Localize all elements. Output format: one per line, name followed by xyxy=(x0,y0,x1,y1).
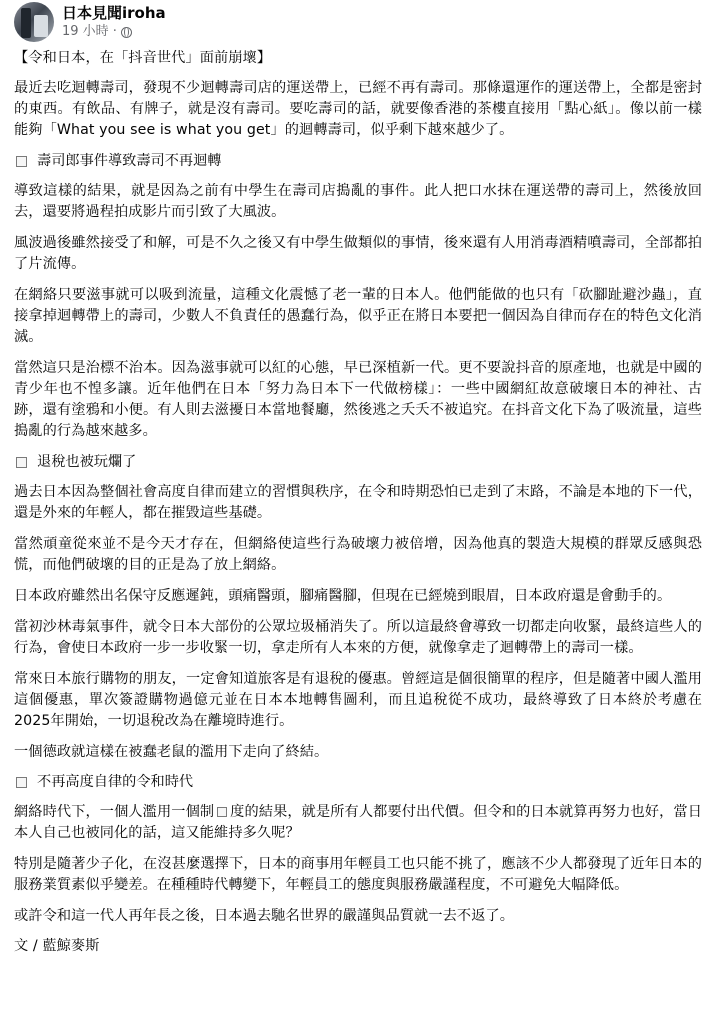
paragraph-12-part-b: 度的結果，就是所有人都要付出代價。但令和的日本就算再努力也好，當日本人自己也被同化的話，這又能維持多久呢？ xyxy=(14,804,702,841)
post-title: 【令和日本，在「抖音世代」面前崩壞】 xyxy=(14,50,272,66)
section-heading-text: 不再高度自律的令和時代 xyxy=(37,774,194,790)
globe-icon[interactable] xyxy=(121,27,132,38)
page-avatar[interactable] xyxy=(14,2,54,42)
section-heading-1 xyxy=(14,151,708,172)
section-heading-3 xyxy=(14,772,708,793)
paragraph-9: 當初沙林毒氣事件，就令日本大部份的公眾垃圾桶消失了。所以這最終會導致一切都走向收緊，最終這些人的行為，會使日本政府一步一步收緊一切，拿走所有人本來的方便，就像拿走了迴轉帶上的壽司一樣。 xyxy=(14,619,702,656)
square-bullet-icon xyxy=(16,777,27,788)
missing-glyph-icon xyxy=(217,807,227,817)
section-heading-text: 退稅也被玩爛了 xyxy=(37,454,137,470)
paragraph-5: 當然這只是治標不治本。因為滋事就可以紅的心態，早已深植新一代。更不要說抖音的原產地，也就是中國的青少年也不惶多讓。近年他們在日本「努力為日本下一代做榜樣」：一些中國網紅故意破壞日本的神社、古跡，還有塗鴉和小便。有人則去滋擾日本當地餐廳，然後逃之夭夭不被追究。在抖音文化下為了吸流量，這些搗亂的行為越來越多。 xyxy=(14,360,702,439)
author-credit: 文 / 藍鯨麥斯 xyxy=(14,938,100,954)
post-timestamp[interactable]: 19 小時 xyxy=(62,24,109,39)
paragraph-12 xyxy=(14,802,708,844)
square-bullet-icon xyxy=(16,156,27,167)
paragraph-3: 風波過後雖然接受了和解，可是不久之後又有中學生做類似的事情，後來還有人用消毒酒精噴壽司，全部都拍了片流傳。 xyxy=(14,235,702,272)
square-bullet-icon xyxy=(16,457,27,468)
paragraph-11: 一個德政就這樣在被蠢老鼠的濫用下走向了終結。 xyxy=(14,744,329,760)
post-header xyxy=(14,0,708,44)
post-meta xyxy=(62,4,166,40)
paragraph-4: 在網絡只要滋事就可以吸到流量，這種文化震憾了老一輩的日本人。他們能做的也只有「砍腳趾避沙蟲」，直接拿掉迴轉帶上的壽司，少數人不負責任的愚蠢行為，似乎正在將日本要把一個因為自律而存在的特色文化消滅。 xyxy=(14,287,702,345)
paragraph-12-part-a: 網絡時代下，一個人濫用一個制 xyxy=(14,804,215,820)
paragraph-13: 特別是隨著少子化，在沒甚麼選擇下，日本的商事用年輕員工也只能不挑了，應該不少人都發現了近年日本的服務業質素似乎變差。在種種時代轉變下，年輕員工的態度與服務嚴謹程度，不可避免大幅降低。 xyxy=(14,856,702,893)
section-heading-text: 壽司郎事件導致壽司不再迴轉 xyxy=(37,153,222,169)
separator-dot: · xyxy=(112,24,117,39)
paragraph-2: 導致這樣的結果，就是因為之前有中學生在壽司店搗亂的事件。此人把口水抹在運送帶的壽司上，然後放回去，還要將過程拍成影片而引致了大風波。 xyxy=(14,183,702,220)
section-heading-2 xyxy=(14,452,708,473)
paragraph-14: 或許令和這一代人再年長之後，日本過去馳名世界的嚴謹與品質就一去不返了。 xyxy=(14,908,515,924)
page-name-link[interactable]: 日本見聞iroha xyxy=(62,4,166,22)
post-subline xyxy=(62,24,166,40)
paragraph-6: 過去日本因為整個社會高度自律而建立的習慣與秩序，在令和時期恐怕已走到了末路，不論是本地的下一代，還是外來的年輕人，都在摧毀這些基礎。 xyxy=(14,484,702,521)
paragraph-7: 當然頑童從來並不是今天才存在，但網絡使這些行為破壞力被倍增，因為他真的製造大規模的群眾反感與恐慌，而他們破壞的目的正是為了放上網絡。 xyxy=(14,536,702,573)
post-body xyxy=(14,48,708,957)
paragraph-10: 常來日本旅行購物的朋友，一定會知道旅客是有退稅的優惠。曾經這是個很簡單的程序，但是隨著中國人濫用這個優惠，單次簽證購物過億元並在日本本地轉售圖利，而且追稅從不成功，最終導致了日本終於考慮在2025年開始，一切退稅改為在離境時進行。 xyxy=(14,671,702,729)
paragraph-1: 最近去吃迴轉壽司，發現不少迴轉壽司店的運送帶上，已經不再有壽司。那條還運作的運送帶上，全都是密封的東西。有飲品、有牌子，就是沒有壽司。要吃壽司的話，就要像香港的茶樓直接用「點心紙」。像以前一樣能夠「What you see is what you get」的迴轉壽司，似乎剩下越來越少了。 xyxy=(14,80,702,138)
paragraph-8: 日本政府雖然出名保守反應遲鈍，頭痛醫頭，腳痛醫腳，但現在已經燒到眼眉，日本政府還是會動手的。 xyxy=(14,588,672,604)
